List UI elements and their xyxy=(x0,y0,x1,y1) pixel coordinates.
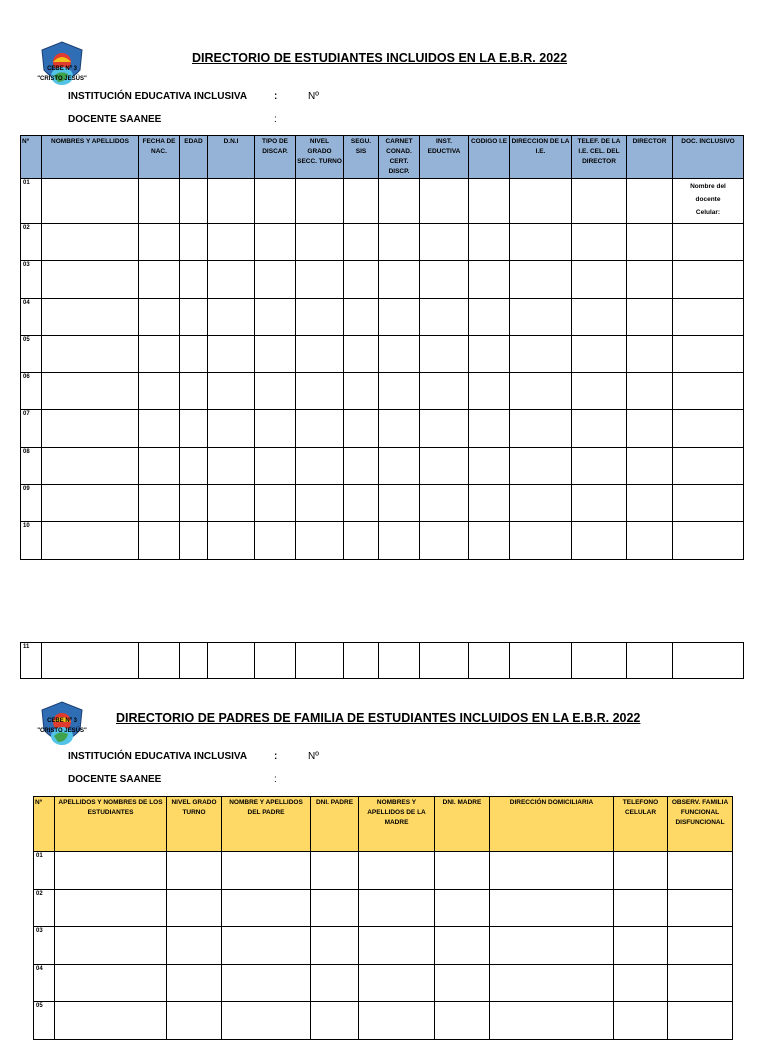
table-cell[interactable] xyxy=(344,224,379,261)
table-cell[interactable] xyxy=(469,298,510,335)
table-cell[interactable] xyxy=(344,298,379,335)
table-cell[interactable] xyxy=(167,927,222,965)
table-cell[interactable] xyxy=(420,373,469,410)
table-cell[interactable] xyxy=(469,224,510,261)
table-row xyxy=(21,522,744,559)
table-cell[interactable] xyxy=(627,522,673,559)
table-cell[interactable] xyxy=(222,1002,311,1040)
table-cell[interactable] xyxy=(296,261,344,298)
table-cell[interactable] xyxy=(572,373,627,410)
table-cell[interactable] xyxy=(627,261,673,298)
teacher-row xyxy=(68,114,368,125)
table-row xyxy=(21,447,744,484)
table-cell[interactable] xyxy=(379,643,420,679)
table-cell[interactable] xyxy=(510,373,572,410)
table-cell[interactable] xyxy=(55,1002,167,1040)
table-cell[interactable] xyxy=(139,224,180,261)
table-cell[interactable] xyxy=(311,852,359,890)
table-cell[interactable] xyxy=(180,224,208,261)
students-table xyxy=(20,135,744,560)
table-cell[interactable] xyxy=(208,373,255,410)
table-cell[interactable] xyxy=(627,373,673,410)
col-header-observ-familia-funcional-disfuncional: OBSERV. FAMILIA FUNCIONAL DISFUNCIONAL xyxy=(668,797,733,852)
table-cell[interactable] xyxy=(167,1002,222,1040)
table-cell[interactable] xyxy=(572,298,627,335)
table-cell[interactable] xyxy=(490,852,614,890)
table-cell[interactable] xyxy=(255,485,296,522)
table-cell[interactable] xyxy=(379,298,420,335)
table-cell[interactable] xyxy=(180,335,208,372)
teacher-note-line: docente xyxy=(695,196,721,203)
table-cell[interactable] xyxy=(139,261,180,298)
table-cell[interactable] xyxy=(435,852,490,890)
col-header-apellidos-y-nombres-de-los-estudiantes: APELLIDOS Y NOMBRES DE LOS ESTUDIANTES xyxy=(55,797,167,852)
table-cell[interactable] xyxy=(572,643,627,679)
institution-colon: : xyxy=(274,751,278,762)
table-cell[interactable] xyxy=(42,410,139,447)
table-cell[interactable] xyxy=(139,179,180,224)
table-cell[interactable] xyxy=(420,335,469,372)
table-cell[interactable] xyxy=(255,179,296,224)
table-cell[interactable] xyxy=(255,410,296,447)
table-cell[interactable] xyxy=(222,964,311,1002)
table-cell[interactable] xyxy=(510,179,572,224)
table-cell[interactable] xyxy=(668,852,733,890)
table-cell[interactable] xyxy=(180,298,208,335)
row-number: 07 xyxy=(21,410,42,447)
row-number: 02 xyxy=(21,224,42,261)
table-row xyxy=(21,335,744,372)
table-cell[interactable] xyxy=(673,447,744,484)
table-cell[interactable] xyxy=(614,1002,668,1040)
table-cell[interactable] xyxy=(180,447,208,484)
table-cell[interactable] xyxy=(344,261,379,298)
table-cell[interactable] xyxy=(420,224,469,261)
col-header-dni-padre: DNI. PADRE xyxy=(311,797,359,852)
table-cell[interactable] xyxy=(510,447,572,484)
table-cell[interactable] xyxy=(139,373,180,410)
teacher-note-cell[interactable] xyxy=(673,179,744,224)
table-cell[interactable] xyxy=(139,298,180,335)
institution-row-2 xyxy=(68,751,368,762)
col-header-telef-de-la-i-e-cel-del-director: TELEF. DE LA I.E. CEL. DEL DIRECTOR xyxy=(572,136,627,179)
table-cell[interactable] xyxy=(469,179,510,224)
table-cell[interactable] xyxy=(42,179,139,224)
col-header-dni-madre: DNI. MADRE xyxy=(435,797,490,852)
table-cell[interactable] xyxy=(490,889,614,927)
table-cell[interactable] xyxy=(510,261,572,298)
table-row xyxy=(34,964,733,1002)
table-cell[interactable] xyxy=(435,927,490,965)
table-cell[interactable] xyxy=(510,224,572,261)
col-header-nombres-y-apellidos: NOMBRES Y APELLIDOS xyxy=(42,136,139,179)
col-header-nombres-y-apellidos-de-la-madre: NOMBRES Y APELLIDOS DE LA MADRE xyxy=(359,797,435,852)
table-cell[interactable] xyxy=(344,410,379,447)
table-cell[interactable] xyxy=(208,522,255,559)
table-cell[interactable] xyxy=(379,261,420,298)
table-cell[interactable] xyxy=(255,224,296,261)
table-cell[interactable] xyxy=(296,335,344,372)
table-cell[interactable] xyxy=(42,643,139,679)
table-cell[interactable] xyxy=(311,927,359,965)
table-cell[interactable] xyxy=(296,373,344,410)
table-cell[interactable] xyxy=(55,852,167,890)
table-cell[interactable] xyxy=(208,447,255,484)
table-cell[interactable] xyxy=(469,447,510,484)
table-row xyxy=(21,410,744,447)
table-row xyxy=(21,179,744,224)
table-cell[interactable] xyxy=(420,179,469,224)
table-row xyxy=(21,261,744,298)
table-cell[interactable] xyxy=(296,298,344,335)
table-cell[interactable] xyxy=(510,643,572,679)
table-cell[interactable] xyxy=(572,179,627,224)
table-cell[interactable] xyxy=(510,335,572,372)
table-cell[interactable] xyxy=(255,447,296,484)
table-cell[interactable] xyxy=(296,485,344,522)
col-header-codigo-i-e: CODIGO I.E xyxy=(469,136,510,179)
table-cell[interactable] xyxy=(139,335,180,372)
table-cell[interactable] xyxy=(139,643,180,679)
table-cell[interactable] xyxy=(359,927,435,965)
table-cell[interactable] xyxy=(296,224,344,261)
table-cell[interactable] xyxy=(379,410,420,447)
col-header-tipo-de-discap: TIPO DE DISCAP. xyxy=(255,136,296,179)
table-cell[interactable] xyxy=(311,964,359,1002)
page-title: DIRECTORIO DE ESTUDIANTES INCLUIDOS EN LA E.B.R. 2022 xyxy=(192,51,568,65)
table-cell[interactable] xyxy=(55,964,167,1002)
table-cell[interactable] xyxy=(627,224,673,261)
table-cell[interactable] xyxy=(255,298,296,335)
table-cell[interactable] xyxy=(344,485,379,522)
table-row xyxy=(21,298,744,335)
row-number: 06 xyxy=(21,373,42,410)
parents-table xyxy=(33,796,733,1040)
table-cell[interactable] xyxy=(139,485,180,522)
col-header-nivel-grado-secc-turno: NIVEL GRADO SECC. TURNO xyxy=(296,136,344,179)
table-cell[interactable] xyxy=(420,643,469,679)
table-cell[interactable] xyxy=(208,335,255,372)
table-cell[interactable] xyxy=(42,335,139,372)
table-cell[interactable] xyxy=(296,643,344,679)
table-row xyxy=(34,927,733,965)
table-cell[interactable] xyxy=(614,852,668,890)
table-cell[interactable] xyxy=(359,1002,435,1040)
col-header-nivel-grado-turno: NIVEL GRADO TURNO xyxy=(167,797,222,852)
table-cell[interactable] xyxy=(208,179,255,224)
table-cell[interactable] xyxy=(435,1002,490,1040)
table-cell[interactable] xyxy=(572,485,627,522)
table-cell[interactable] xyxy=(627,298,673,335)
row-number: 04 xyxy=(34,964,55,1002)
table-cell[interactable] xyxy=(42,261,139,298)
table-cell[interactable] xyxy=(490,964,614,1002)
table-cell[interactable] xyxy=(469,410,510,447)
logo-name-line2: "CRISTO JESÚS" xyxy=(37,728,87,734)
table-cell[interactable] xyxy=(208,410,255,447)
table-cell[interactable] xyxy=(469,261,510,298)
table-cell[interactable] xyxy=(379,485,420,522)
table-cell[interactable] xyxy=(673,643,744,679)
table-cell[interactable] xyxy=(42,373,139,410)
row-number: 01 xyxy=(21,179,42,224)
table-cell[interactable] xyxy=(180,522,208,559)
table-cell[interactable] xyxy=(359,889,435,927)
table-cell[interactable] xyxy=(420,485,469,522)
table-cell[interactable] xyxy=(673,261,744,298)
table-cell[interactable] xyxy=(469,335,510,372)
number-label: Nº xyxy=(308,751,319,762)
table-cell[interactable] xyxy=(420,410,469,447)
table-row xyxy=(21,643,744,679)
table-cell[interactable] xyxy=(614,927,668,965)
table-cell[interactable] xyxy=(510,522,572,559)
table-row xyxy=(34,1002,733,1040)
table-cell[interactable] xyxy=(344,335,379,372)
table-cell[interactable] xyxy=(469,522,510,559)
row-number: 04 xyxy=(21,298,42,335)
teacher-label: DOCENTE SAANEE xyxy=(68,114,162,125)
table-cell[interactable] xyxy=(510,410,572,447)
institution-colon: : xyxy=(274,91,278,102)
col-header-segu-sis: SEGU. SIS xyxy=(344,136,379,179)
table-cell[interactable] xyxy=(344,179,379,224)
row-number: 02 xyxy=(34,889,55,927)
table-cell[interactable] xyxy=(614,889,668,927)
table-cell[interactable] xyxy=(311,889,359,927)
table-cell[interactable] xyxy=(572,522,627,559)
col-header-n: Nº xyxy=(21,136,42,179)
teacher-colon: : xyxy=(274,114,277,125)
table-cell[interactable] xyxy=(572,410,627,447)
school-crest-icon xyxy=(26,700,98,752)
school-logo xyxy=(26,40,98,92)
table-cell[interactable] xyxy=(420,261,469,298)
col-header-doc-inclusivo: DOC. INCLUSIVO xyxy=(673,136,744,179)
table-cell[interactable] xyxy=(668,964,733,1002)
logo-name-line1: CEBE Nº 3 xyxy=(47,66,77,72)
row-number: 09 xyxy=(21,485,42,522)
table-cell[interactable] xyxy=(208,261,255,298)
table-cell[interactable] xyxy=(180,373,208,410)
table-cell[interactable] xyxy=(379,522,420,559)
col-header-n: Nº xyxy=(34,797,55,852)
table-cell[interactable] xyxy=(296,179,344,224)
table-cell[interactable] xyxy=(673,485,744,522)
table-cell[interactable] xyxy=(208,224,255,261)
row-number: 03 xyxy=(21,261,42,298)
table-cell[interactable] xyxy=(668,889,733,927)
table-cell[interactable] xyxy=(627,447,673,484)
table-cell[interactable] xyxy=(572,224,627,261)
table-cell[interactable] xyxy=(627,335,673,372)
table-cell[interactable] xyxy=(42,447,139,484)
col-header-direccion-domiciliaria: DIRECCIÓN DOMICILIARIA xyxy=(490,797,614,852)
table-cell[interactable] xyxy=(222,852,311,890)
number-label: Nº xyxy=(308,91,319,102)
teacher-note-line: Celular: xyxy=(695,209,721,216)
table-cell[interactable] xyxy=(255,643,296,679)
teacher-note-line: Nombre del xyxy=(690,183,726,190)
table-cell[interactable] xyxy=(673,224,744,261)
col-header-inst-eductiva: INST. EDUCTIVA xyxy=(420,136,469,179)
table-cell[interactable] xyxy=(673,373,744,410)
table-cell[interactable] xyxy=(420,298,469,335)
table-cell[interactable] xyxy=(42,224,139,261)
col-header-fecha-de-nac: FECHA DE NAC. xyxy=(139,136,180,179)
table-cell[interactable] xyxy=(668,927,733,965)
table-cell[interactable] xyxy=(379,447,420,484)
table-row xyxy=(21,485,744,522)
col-header-telefono-celular: TELEFONO CELULAR xyxy=(614,797,668,852)
table-cell[interactable] xyxy=(668,1002,733,1040)
table-cell[interactable] xyxy=(55,889,167,927)
table-cell[interactable] xyxy=(255,335,296,372)
table-row xyxy=(34,852,733,890)
row-number: 10 xyxy=(21,522,42,559)
table-cell[interactable] xyxy=(42,298,139,335)
table-cell[interactable] xyxy=(359,964,435,1002)
table-cell[interactable] xyxy=(359,852,435,890)
table-cell[interactable] xyxy=(379,179,420,224)
logo-name-line1: CEBE Nº 3 xyxy=(47,718,77,724)
table-cell[interactable] xyxy=(180,643,208,679)
table-cell[interactable] xyxy=(139,447,180,484)
row-number: 08 xyxy=(21,447,42,484)
institution-label: INSTITUCIÓN EDUCATIVA INCLUSIVA xyxy=(68,91,248,102)
table-cell[interactable] xyxy=(572,261,627,298)
table-cell[interactable] xyxy=(42,522,139,559)
table-cell[interactable] xyxy=(572,447,627,484)
table-cell[interactable] xyxy=(627,410,673,447)
institution-label: INSTITUCIÓN EDUCATIVA INCLUSIVA xyxy=(68,751,248,762)
table-cell[interactable] xyxy=(180,485,208,522)
table-cell[interactable] xyxy=(469,373,510,410)
table-cell[interactable] xyxy=(208,643,255,679)
table-cell[interactable] xyxy=(627,179,673,224)
teacher-row-2 xyxy=(68,774,368,785)
table-cell[interactable] xyxy=(208,298,255,335)
table-cell[interactable] xyxy=(469,485,510,522)
table-cell[interactable] xyxy=(222,927,311,965)
row-number: 03 xyxy=(34,927,55,965)
teacher-label: DOCENTE SAANEE xyxy=(68,774,162,785)
teacher-colon: : xyxy=(274,774,277,785)
table-cell[interactable] xyxy=(139,410,180,447)
col-header-direccion-de-la-i-e: DIRECCION DE LA I.E. xyxy=(510,136,572,179)
table-cell[interactable] xyxy=(673,522,744,559)
table-cell[interactable] xyxy=(180,179,208,224)
table-cell[interactable] xyxy=(139,522,180,559)
students-table-continued xyxy=(20,642,744,679)
table-cell[interactable] xyxy=(420,447,469,484)
table-cell[interactable] xyxy=(255,373,296,410)
table-cell[interactable] xyxy=(296,447,344,484)
table-cell[interactable] xyxy=(167,889,222,927)
table-cell[interactable] xyxy=(435,964,490,1002)
table-cell[interactable] xyxy=(255,261,296,298)
institution-row xyxy=(68,91,368,102)
table-cell[interactable] xyxy=(379,335,420,372)
row-number: 05 xyxy=(21,335,42,372)
table-cell[interactable] xyxy=(572,335,627,372)
table-cell[interactable] xyxy=(510,298,572,335)
table-cell[interactable] xyxy=(296,522,344,559)
table-cell[interactable] xyxy=(167,964,222,1002)
col-header-d-n-i: D.N.I xyxy=(208,136,255,179)
col-header-carnet-conad-cert-discp: CARNET CONAD. CERT. DISCP. xyxy=(379,136,420,179)
row-number: 05 xyxy=(34,1002,55,1040)
table-cell[interactable] xyxy=(614,964,668,1002)
table-cell[interactable] xyxy=(379,224,420,261)
table-cell[interactable] xyxy=(673,298,744,335)
table-row xyxy=(21,373,744,410)
table-cell[interactable] xyxy=(627,485,673,522)
school-logo-2 xyxy=(26,700,98,752)
table-cell[interactable] xyxy=(420,522,469,559)
row-number: 11 xyxy=(21,643,42,679)
table-cell[interactable] xyxy=(490,1002,614,1040)
col-header-director: DIRECTOR xyxy=(627,136,673,179)
table-cell[interactable] xyxy=(673,335,744,372)
section2-title: DIRECTORIO DE PADRES DE FAMILIA DE ESTUDIANTES INCLUIDOS EN LA E.B.R. 2022 xyxy=(116,711,641,725)
table-cell[interactable] xyxy=(311,1002,359,1040)
table-cell[interactable] xyxy=(344,643,379,679)
table-cell[interactable] xyxy=(222,889,311,927)
table-cell[interactable] xyxy=(344,522,379,559)
table-cell[interactable] xyxy=(255,522,296,559)
table-row xyxy=(34,889,733,927)
table-cell[interactable] xyxy=(42,485,139,522)
table-cell[interactable] xyxy=(208,485,255,522)
table-cell[interactable] xyxy=(55,927,167,965)
row-number: 01 xyxy=(34,852,55,890)
table-cell[interactable] xyxy=(435,889,490,927)
table-cell[interactable] xyxy=(180,261,208,298)
table-cell[interactable] xyxy=(180,410,208,447)
logo-name-line2: "CRISTO JESÚS" xyxy=(37,76,87,82)
table-cell[interactable] xyxy=(673,410,744,447)
table-cell[interactable] xyxy=(296,410,344,447)
table-cell[interactable] xyxy=(469,643,510,679)
col-header-nombre-y-apellidos-del-padre: NOMBRE Y APELLIDOS DEL PADRE xyxy=(222,797,311,852)
table-cell[interactable] xyxy=(379,373,420,410)
table-cell[interactable] xyxy=(510,485,572,522)
table-cell[interactable] xyxy=(490,927,614,965)
table-cell[interactable] xyxy=(167,852,222,890)
table-cell[interactable] xyxy=(344,373,379,410)
table-cell[interactable] xyxy=(627,643,673,679)
table-cell[interactable] xyxy=(344,447,379,484)
table-row xyxy=(21,224,744,261)
col-header-edad: EDAD xyxy=(180,136,208,179)
